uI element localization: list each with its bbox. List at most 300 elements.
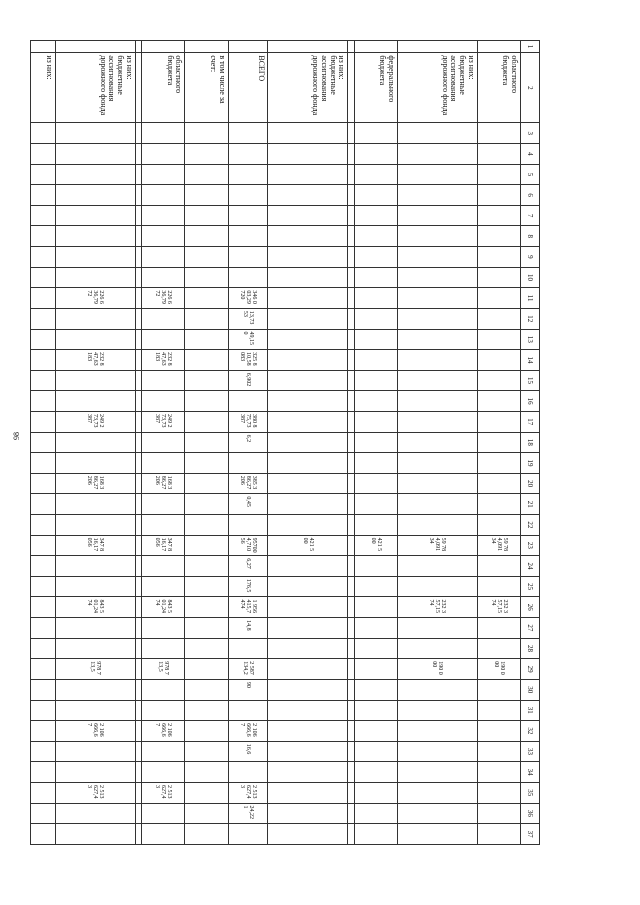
table-cell: 2 513 627,43 [55, 782, 135, 803]
row-index-cell [185, 41, 228, 53]
table-cell [135, 576, 141, 597]
table-cell [142, 391, 185, 412]
table-cell [185, 741, 228, 762]
table-cell [348, 638, 354, 659]
table-cell [268, 205, 348, 226]
table-cell [348, 535, 354, 556]
table-cell [142, 123, 185, 144]
table-row [135, 41, 141, 845]
table-cell [31, 618, 56, 639]
table-cell [55, 391, 135, 412]
column-number: 35 [521, 782, 540, 803]
column-number: 1 [521, 41, 540, 53]
table-cell [477, 700, 520, 721]
table-cell [477, 824, 520, 845]
table-cell [397, 721, 477, 742]
table-cell [477, 267, 520, 288]
table-cell [31, 515, 56, 536]
table-cell: 226 636,7972 [142, 288, 185, 309]
table-cell [348, 144, 354, 165]
table-cell [397, 782, 477, 803]
table-cell: 190 000 [477, 659, 520, 680]
table-cell [185, 411, 228, 432]
column-number: 32 [521, 721, 540, 742]
table-cell [185, 494, 228, 515]
column-number: 8 [521, 226, 540, 247]
table-cell [348, 515, 354, 536]
table-cell: 13,7353 [228, 308, 268, 329]
table-cell [354, 164, 397, 185]
column-number: 25 [521, 576, 540, 597]
table-cell [348, 741, 354, 762]
table-cell: 2 106 666,67 [142, 721, 185, 742]
column-number: 36 [521, 803, 540, 824]
table-cell [348, 803, 354, 824]
table-cell [348, 350, 354, 371]
table-cell [135, 123, 141, 144]
table-cell [228, 700, 268, 721]
table-cell [477, 185, 520, 206]
table-cell: 232 357,1574 [397, 597, 477, 618]
table-cell [55, 824, 135, 845]
table-cell [354, 144, 397, 165]
table-cell [135, 411, 141, 432]
table-cell [268, 164, 348, 185]
table-cell [135, 453, 141, 474]
table-cell [142, 824, 185, 845]
table-cell [185, 391, 228, 412]
table-cell: 226 636,7972 [55, 288, 135, 309]
table-cell [31, 288, 56, 309]
row-label: ВСЕГО [228, 53, 268, 123]
table-cell [477, 576, 520, 597]
table-cell: 385 386,27206 [228, 473, 268, 494]
table-cell [142, 556, 185, 577]
table-cell [348, 370, 354, 391]
table-cell: 6,2 [228, 432, 268, 453]
table-cell [477, 762, 520, 783]
table-cell [354, 782, 397, 803]
table-cell [477, 205, 520, 226]
table-cell [397, 556, 477, 577]
table-cell [397, 164, 477, 185]
table-cell [268, 123, 348, 144]
column-number: 29 [521, 659, 540, 680]
table-cell: 325 810,58083 [228, 350, 268, 371]
table-cell [228, 267, 268, 288]
budget-table [30, 40, 540, 845]
page-number: 98 [12, 432, 21, 440]
table-cell [55, 267, 135, 288]
table-cell [55, 494, 135, 515]
row-label: областного бюджета [142, 53, 185, 123]
table-cell [354, 308, 397, 329]
table-cell [354, 288, 397, 309]
table-cell [55, 679, 135, 700]
table-cell [135, 329, 141, 350]
table-cell [31, 679, 56, 700]
table-cell: 380 875,73387 [228, 411, 268, 432]
table-cell [55, 247, 135, 268]
table-cell [268, 411, 348, 432]
column-number: 26 [521, 597, 540, 618]
table-cell [348, 453, 354, 474]
table-cell [135, 350, 141, 371]
table-cell [185, 164, 228, 185]
table-cell [31, 473, 56, 494]
table-cell [348, 679, 354, 700]
table-cell [228, 205, 268, 226]
table-cell [477, 453, 520, 474]
table-cell [268, 350, 348, 371]
table-cell [142, 247, 185, 268]
table-cell [354, 411, 397, 432]
row-index-cell [55, 41, 135, 53]
table-cell [135, 638, 141, 659]
table-cell [185, 659, 228, 680]
table-cell [185, 308, 228, 329]
table-cell [31, 185, 56, 206]
table-cell [135, 597, 141, 618]
table-row [354, 41, 397, 845]
table-cell [185, 432, 228, 453]
table-cell: 1 956 415,7474 [228, 597, 268, 618]
table-cell [354, 597, 397, 618]
table-cell [397, 185, 477, 206]
table-cell [142, 185, 185, 206]
row-index-cell [135, 41, 141, 53]
table-cell: 0,45 [228, 494, 268, 515]
table-cell [185, 824, 228, 845]
table-cell [55, 205, 135, 226]
table-cell [228, 515, 268, 536]
table-cell [135, 556, 141, 577]
row-index-cell [354, 41, 397, 53]
table-cell: 249 273,73387 [55, 411, 135, 432]
table-cell [397, 741, 477, 762]
table-cell [354, 824, 397, 845]
row-index-cell [268, 41, 348, 53]
table-cell [135, 762, 141, 783]
table-cell [55, 453, 135, 474]
row-label [348, 53, 354, 123]
table-cell [31, 164, 56, 185]
table-cell [397, 308, 477, 329]
table-cell [477, 721, 520, 742]
table-cell: 347 816,17056 [55, 535, 135, 556]
table-cell [268, 185, 348, 206]
table-cell [185, 535, 228, 556]
table-cell: 2 106 666,67 [55, 721, 135, 742]
table-cell [31, 308, 56, 329]
table-cell [135, 164, 141, 185]
table-cell [397, 453, 477, 474]
table-cell [354, 123, 397, 144]
table-cell [55, 144, 135, 165]
row-index-cell [228, 41, 268, 53]
table-cell [397, 370, 477, 391]
column-number-row [521, 41, 540, 845]
table-cell [142, 308, 185, 329]
table-cell [348, 659, 354, 680]
table-cell [397, 679, 477, 700]
table-cell [268, 391, 348, 412]
table-cell [477, 247, 520, 268]
row-label: областного бюджета [477, 53, 520, 123]
table-cell [135, 803, 141, 824]
column-number: 9 [521, 247, 540, 268]
table-cell [397, 638, 477, 659]
table-cell [55, 226, 135, 247]
table-cell [135, 432, 141, 453]
table-cell: 957004,71056 [228, 535, 268, 556]
table-cell [477, 679, 520, 700]
table-cell: 249 273,73387 [142, 411, 185, 432]
table-cell [185, 803, 228, 824]
table-cell [348, 185, 354, 206]
table-cell [55, 432, 135, 453]
table-cell [354, 659, 397, 680]
table-cell [397, 700, 477, 721]
table-cell [31, 329, 56, 350]
table-cell [477, 803, 520, 824]
table-cell [142, 329, 185, 350]
table-cell [142, 515, 185, 536]
table-cell [354, 473, 397, 494]
table-cell [354, 741, 397, 762]
table-cell [31, 741, 56, 762]
table-cell [348, 824, 354, 845]
table-cell [354, 515, 397, 536]
table-cell [397, 226, 477, 247]
table-cell: 232 847,63183 [142, 350, 185, 371]
table-cell [135, 535, 141, 556]
table-cell [31, 226, 56, 247]
table-cell [354, 185, 397, 206]
column-number: 13 [521, 329, 540, 350]
table-cell [354, 205, 397, 226]
table-cell [135, 185, 141, 206]
table-cell [185, 700, 228, 721]
table-cell: 176,5 [228, 576, 268, 597]
table-cell [31, 597, 56, 618]
row-index-cell [397, 41, 477, 53]
column-number: 20 [521, 473, 540, 494]
table-cell: 232 847,63183 [55, 350, 135, 371]
table-cell [397, 473, 477, 494]
table-cell [354, 432, 397, 453]
row-label: федерального бюджета [354, 53, 397, 123]
table-cell [348, 308, 354, 329]
table-cell [55, 308, 135, 329]
table-cell [142, 267, 185, 288]
table-cell [31, 659, 56, 680]
table-cell [31, 391, 56, 412]
table-cell [55, 556, 135, 577]
column-number: 27 [521, 618, 540, 639]
table-cell [268, 741, 348, 762]
table-cell: 232 357,1574 [477, 597, 520, 618]
table-cell [142, 164, 185, 185]
table-row [31, 41, 56, 845]
table-cell [55, 803, 135, 824]
table-cell [354, 267, 397, 288]
table-cell [31, 123, 56, 144]
table-cell [185, 576, 228, 597]
column-number: 6 [521, 185, 540, 206]
table-cell [142, 741, 185, 762]
table-cell [31, 453, 56, 474]
table-cell [477, 370, 520, 391]
table-cell [268, 700, 348, 721]
table-cell [142, 453, 185, 474]
table-cell [31, 803, 56, 824]
table-cell [31, 494, 56, 515]
table-cell [397, 824, 477, 845]
table-cell: 24,221 [228, 803, 268, 824]
table-cell [354, 247, 397, 268]
column-number: 16 [521, 391, 540, 412]
table-cell [477, 741, 520, 762]
column-number: 28 [521, 638, 540, 659]
table-cell [55, 370, 135, 391]
table-cell [268, 494, 348, 515]
table-cell [477, 391, 520, 412]
table-cell [348, 721, 354, 742]
table-cell [268, 597, 348, 618]
table-cell [268, 473, 348, 494]
column-number: 33 [521, 741, 540, 762]
table-cell [135, 659, 141, 680]
table-cell [477, 473, 520, 494]
table-cell: 14,8 [228, 618, 268, 639]
table-cell [348, 494, 354, 515]
table-cell [31, 411, 56, 432]
table-cell [228, 247, 268, 268]
table-cell [31, 267, 56, 288]
table-cell [185, 185, 228, 206]
table-cell [477, 123, 520, 144]
table-cell [31, 700, 56, 721]
column-number: 31 [521, 700, 540, 721]
table-cell [185, 679, 228, 700]
table-cell [348, 473, 354, 494]
table-cell [397, 411, 477, 432]
table-cell [185, 597, 228, 618]
column-number: 14 [521, 350, 540, 371]
table-cell [268, 432, 348, 453]
table-cell [142, 638, 185, 659]
table-cell [397, 515, 477, 536]
table-cell [354, 329, 397, 350]
table-cell [477, 226, 520, 247]
table-cell [135, 494, 141, 515]
table-cell [31, 370, 56, 391]
table-cell [185, 453, 228, 474]
table-cell [397, 247, 477, 268]
table-cell [477, 618, 520, 639]
table-cell [142, 494, 185, 515]
table-row [55, 41, 135, 845]
column-number: 22 [521, 515, 540, 536]
column-number: 5 [521, 164, 540, 185]
table-cell [354, 721, 397, 742]
column-number: 21 [521, 494, 540, 515]
table-cell [142, 226, 185, 247]
table-cell [397, 576, 477, 597]
table-cell [348, 391, 354, 412]
table-cell [354, 556, 397, 577]
table-cell [268, 247, 348, 268]
table-cell [185, 370, 228, 391]
row-index-cell [142, 41, 185, 53]
table-cell [354, 350, 397, 371]
table-cell [55, 762, 135, 783]
table-cell [397, 288, 477, 309]
table-cell [397, 144, 477, 165]
table-cell [142, 762, 185, 783]
table-cell [397, 350, 477, 371]
column-number: 24 [521, 556, 540, 577]
table-row [142, 41, 185, 845]
table-cell [354, 700, 397, 721]
table-cell [135, 700, 141, 721]
table-cell [397, 267, 477, 288]
column-number: 23 [521, 535, 540, 556]
row-label: из них: бюджетные ассигнования дорожного фонда [397, 53, 477, 123]
table-cell [397, 803, 477, 824]
table-cell [268, 226, 348, 247]
table-cell [55, 164, 135, 185]
table-cell [135, 618, 141, 639]
table-cell [477, 329, 520, 350]
table-cell [142, 803, 185, 824]
table-cell [55, 515, 135, 536]
table-cell [31, 144, 56, 165]
table-cell [142, 205, 185, 226]
table-cell [185, 288, 228, 309]
table-cell [228, 638, 268, 659]
table-cell [228, 144, 268, 165]
rotated-table-container [30, 40, 540, 845]
table-cell [268, 824, 348, 845]
table-cell [55, 576, 135, 597]
table-cell [268, 288, 348, 309]
table-cell [228, 185, 268, 206]
table-cell [477, 308, 520, 329]
column-number: 34 [521, 762, 540, 783]
table-cell [228, 391, 268, 412]
table-row [397, 41, 477, 845]
row-label [135, 53, 141, 123]
table-cell [142, 370, 185, 391]
table-cell [268, 515, 348, 536]
table-cell [268, 782, 348, 803]
table-cell [135, 515, 141, 536]
column-number: 30 [521, 679, 540, 700]
table-cell [185, 350, 228, 371]
table-cell [228, 762, 268, 783]
table-cell [142, 618, 185, 639]
table-cell [268, 576, 348, 597]
table-cell [348, 164, 354, 185]
table-cell [477, 556, 520, 577]
table-cell [55, 123, 135, 144]
table-cell [31, 247, 56, 268]
table-cell [477, 515, 520, 536]
row-label: в том числе за счет: [185, 53, 228, 123]
table-cell [354, 638, 397, 659]
